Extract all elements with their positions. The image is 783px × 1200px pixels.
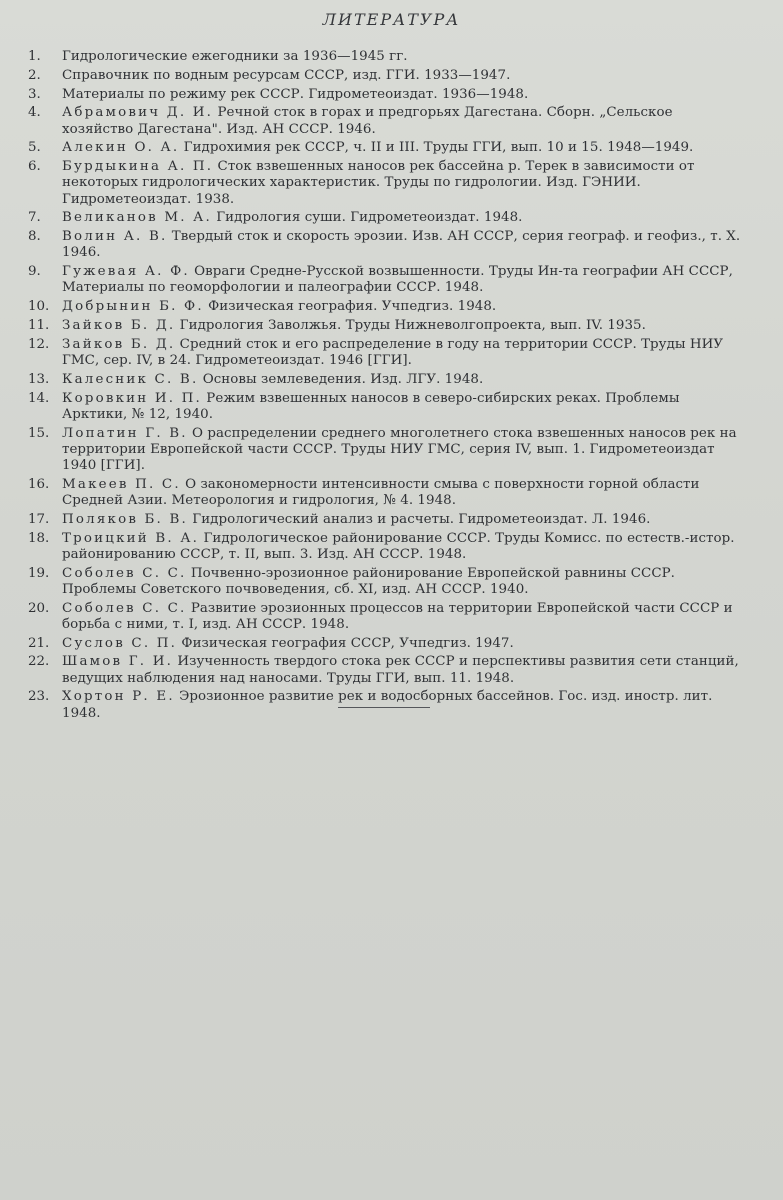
reference-item	[26, 299, 743, 315]
reference-text: Речной сток в горах и предгорьях Дагестана. Сборн. „Сельское хозяйство Дагестана". Изд. АН СССР. 1946.	[62, 105, 673, 137]
reference-item	[26, 566, 743, 598]
reference-number: 13.	[28, 371, 50, 387]
reference-item	[26, 264, 743, 296]
reference-text: Гидрология суши. Гидрометеоиздат. 1948.	[211, 210, 523, 226]
reference-text: Сток взвешенных наносов рек бассейна р. Терек в зависимости от некоторых гидрологических характеристик. Труды по гидрологии. Изд. ГЭНИИ. Гидрометеоиздат. 1938.	[62, 159, 695, 207]
reference-author: Абрамович Д. И.	[62, 105, 214, 121]
reference-number: 19.	[28, 565, 50, 581]
reference-author: Троицкий В. А.	[62, 530, 200, 546]
reference-item	[26, 68, 743, 84]
reference-item	[26, 531, 743, 563]
reference-number: 8.	[28, 229, 41, 245]
reference-author: Макеев П. С.	[62, 476, 181, 492]
page-title: ЛИТЕРАТУРА	[322, 10, 461, 29]
reference-number: 11.	[28, 317, 50, 333]
reference-text: Овраги Средне-Русской возвышенности. Труды Ин-та географии АН СССР, Материалы по геоморфологии и палеографии СССР. 1948.	[62, 264, 733, 296]
reference-text: Гидрологическое районирование СССР. Труды Комисс. по естеств.-истор. районированию СССР, т. II, вып. 3. Изд. АН СССР. 1948.	[62, 530, 735, 562]
reference-author: Зайков Б. Д.	[62, 317, 176, 333]
reference-text: Эрозионное развитие рек и водосборных бассейнов. Гос. изд. иностр. лит. 1948.	[62, 689, 713, 721]
reference-author: Поляков Б. В.	[62, 511, 188, 527]
reference-number: 14.	[28, 390, 50, 406]
reference-text: Физическая география СССР, Учпедгиз. 1947.	[177, 635, 514, 651]
reference-text: Развитие эрозионных процессов на территории Европейской части СССР и борьба с ними, т. I, изд. АН СССР. 1948.	[62, 600, 733, 632]
reference-number: 9.	[28, 264, 41, 280]
reference-author: Хортон Р. Е.	[62, 689, 175, 705]
reference-number: 5.	[28, 140, 41, 156]
reference-text: Гидрохимия рек СССР, ч. II и III. Труды ГГИ, вып. 10 и 15. 1948—1949.	[179, 140, 694, 156]
reference-author: Добрынин Б. Ф.	[62, 299, 204, 315]
reference-number: 6.	[28, 159, 41, 175]
reference-number: 16.	[28, 476, 50, 492]
reference-item	[26, 210, 743, 226]
reference-item	[26, 105, 743, 137]
reference-author: Бурдыкина А. П.	[62, 159, 214, 175]
reference-number: 2.	[28, 67, 41, 83]
reference-author: Шамов Г. И.	[62, 654, 174, 670]
reference-item	[26, 426, 743, 475]
reference-number: 17.	[28, 511, 50, 527]
reference-item	[26, 689, 743, 721]
reference-text: Средний сток и его распределение в году на территории СССР. Труды НИУ ГМС, сер. IV, в 24. Гидрометеоиздат. 1946 [ГГИ].	[62, 336, 724, 368]
reference-item	[26, 159, 743, 208]
reference-item	[26, 477, 743, 509]
reference-author: Гужевая А. Ф.	[62, 264, 190, 280]
reference-item	[26, 372, 743, 388]
reference-author: Лопатин Г. В.	[62, 425, 188, 441]
reference-text: Физическая география. Учпедгиз. 1948.	[203, 299, 497, 315]
reference-text: Гидрологические ежегодники за 1936—1945 гг.	[62, 49, 408, 64]
reference-list	[26, 49, 743, 722]
reference-text: Гидрологический анализ и расчеты. Гидрометеоиздат. Л. 1946.	[187, 511, 651, 527]
reference-number: 1.	[28, 49, 41, 64]
reference-author: Калесник С. В.	[62, 371, 199, 387]
reference-number: 3.	[28, 86, 41, 102]
reference-item	[26, 654, 743, 686]
reference-item	[26, 601, 743, 633]
reference-text: Твердый сток и скорость эрозии. Изв. АН СССР, серия географ. и геофиз., т. X. 1946.	[62, 229, 741, 261]
reference-number: 12.	[28, 336, 50, 352]
reference-item	[26, 337, 743, 369]
reference-number: 10.	[28, 299, 50, 315]
reference-item	[26, 87, 743, 103]
reference-item	[26, 140, 743, 156]
reference-number: 15.	[28, 425, 50, 441]
reference-author: Волин А. В.	[62, 229, 168, 245]
reference-item	[26, 391, 743, 423]
reference-text: Справочник по водным ресурсам СССР, изд. ГГИ. 1933—1947.	[62, 67, 511, 83]
reference-author: Соболев С. С.	[62, 600, 187, 616]
reference-author: Алекин О. А.	[62, 140, 180, 156]
reference-number: 21.	[28, 635, 50, 651]
reference-item	[26, 229, 743, 261]
reference-text: Режим взвешенных наносов в северо-сибирских реках. Проблемы Арктики, № 12, 1940.	[62, 390, 680, 422]
reference-text: Гидрология Заволжья. Труды Нижневолгопроекта, вып. IV. 1935.	[175, 317, 646, 333]
reference-author: Соболев С. С.	[62, 565, 187, 581]
reference-item	[26, 49, 743, 65]
reference-author: Великанов М. А.	[62, 210, 212, 226]
reference-author: Зайков Б. Д.	[62, 336, 176, 352]
reference-author: Суслов С. П.	[62, 635, 178, 651]
reference-number: 22.	[28, 654, 50, 670]
reference-author: Коровкин И. П.	[62, 390, 202, 406]
reference-number: 7.	[28, 210, 41, 226]
reference-number: 18.	[28, 530, 50, 546]
reference-text: О распределении среднего многолетнего стока взвешенных наносов рек на территории Европейской части СССР. Труды НИУ ГМС, серия IV, вып. 1. Гидрометеоиздат 1940 [ГГИ].	[62, 425, 737, 473]
reference-number: 23.	[28, 689, 50, 705]
reference-text: Изученность твердого стока рек СССР и перспективы развития сети станций, ведущих наблюдения над наносами. Труды ГГИ, вып. 11. 1948.	[62, 654, 739, 686]
section-divider	[338, 707, 430, 708]
reference-text: О закономерности интенсивности смыва с поверхности горной области Средней Азии. Метеорология и гидрология, № 4. 1948.	[62, 476, 700, 508]
reference-item	[26, 318, 743, 334]
reference-text: Почвенно-эрозионное районирование Европейской равнины СССР. Проблемы Советского почвоведения, сб. XI, изд. АН СССР. 1940.	[62, 565, 675, 597]
reference-item	[26, 512, 743, 528]
reference-text: Основы землеведения. Изд. ЛГУ. 1948.	[198, 371, 484, 387]
reference-item	[26, 636, 743, 652]
reference-text: Материалы по режиму рек СССР. Гидрометеоиздат. 1936—1948.	[62, 86, 529, 102]
reference-number: 20.	[28, 600, 50, 616]
reference-number: 4.	[28, 105, 41, 121]
